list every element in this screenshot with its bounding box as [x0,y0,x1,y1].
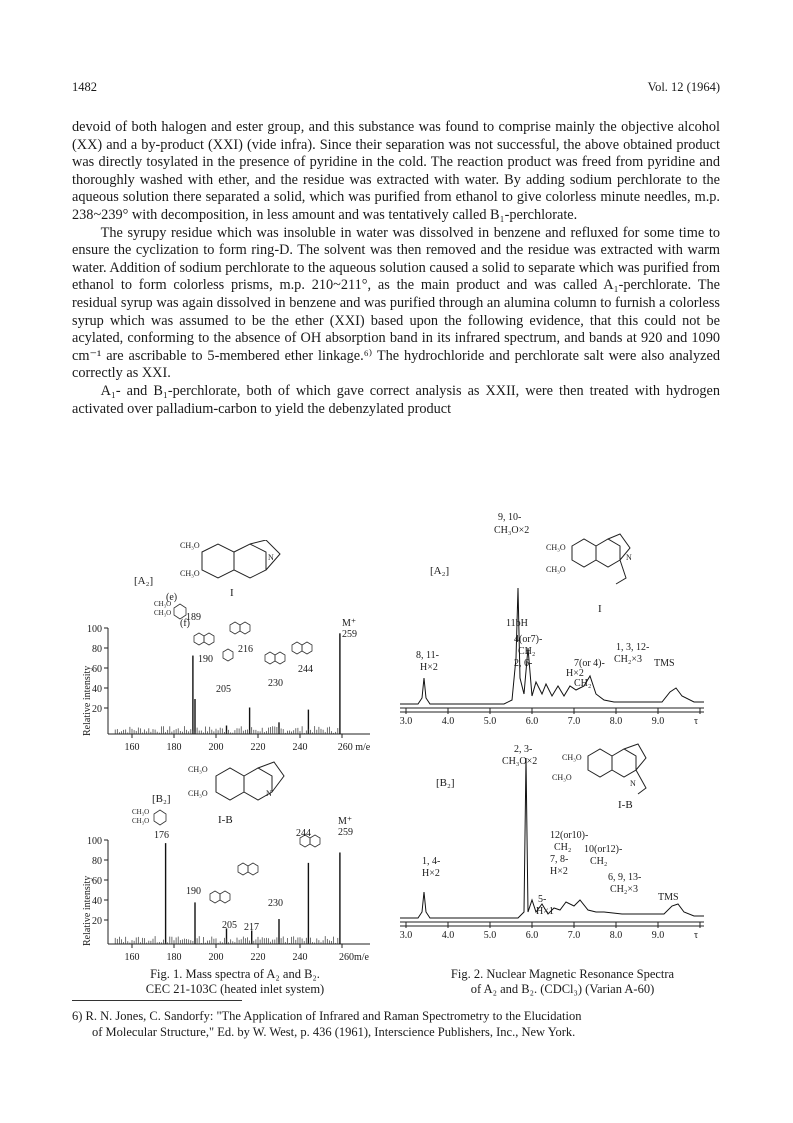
svg-text:N: N [266,789,272,798]
fig2-b-xtick-0: 3.0 [399,930,413,941]
fig1-a-ytick-100: 100 [87,624,102,635]
body-text [72,119,720,418]
svg-text:CH₃O: CH₃O [546,543,566,552]
fig1-a-xtick-240: 240 [292,742,308,753]
fig2-a-xtick-5: 8.0 [609,716,623,727]
fig2-a-xtick-1: 4.0 [441,716,455,727]
fig2-a-structure [572,534,630,584]
svg-text:CH₃O: CH₃O [132,817,150,825]
fig2-a-ann-9: 7(or 4)- [574,658,605,669]
fig1-b-compound: I-B [218,814,233,826]
fig2-b-ann-0: 2, 3- [514,744,533,755]
paragraph-3: A₁- and B₁-perchlorate, both of which gave correct analysis as XXII, were then treated with hydrogen activated over palladium-carbon to yield the debenzylated product [72,382,720,417]
fig1-b-xtick-260: 260m/e [339,952,369,963]
fig2-a-ann-13: TMS [654,658,675,669]
fig1-a-peak-label-259: M⁺ [342,618,357,629]
fig1-a-peak-label-189: 189 [186,612,201,623]
svg-text:CH₃O: CH₃O [154,600,172,608]
fig1-b-ylabel: Relative intensity [82,875,93,946]
footnote-rule [72,1000,242,1001]
fig1-caption-line2: CEC 21-103C (heated inlet system) [145,982,325,996]
fig2-b-structure [588,744,646,794]
figure-1-mass-spectra [70,540,390,980]
fig1-b-peak-label-230: 230 [268,898,283,909]
fig2-a-ann-5: 4(or7)- [514,634,543,645]
fig1-a-label: [A₂] [134,575,154,587]
fig1-b-xtick-240: 240 [292,952,308,963]
fig2-b-ann-9: H×2 [550,866,568,877]
fig2-a-ann-4: 11bH [506,618,528,629]
fig1-b-ytick-100: 100 [87,836,102,847]
fig2-a-compound: I [598,603,602,615]
fig2-a-ann-11: 1, 3, 12- [616,642,650,653]
fig1-a-peak-label-205: 205 [216,684,231,695]
fig2-a-xtick-4: 7.0 [567,716,581,727]
svg-text:CH₃O: CH₃O [132,808,150,816]
fig2-b-ann-13: H×1 [536,906,554,917]
svg-text:N: N [268,553,274,562]
fig1-a-xtick-260: 260 m/e [337,742,371,753]
svg-text:CH₃O: CH₃O [188,765,208,774]
fig2-b-compound: I-B [618,799,633,811]
fig1-b-xtick-220: 220 [250,952,266,963]
fig2-a-ann-1: CH₃O×2 [494,525,530,536]
fig2-a-ann-12: CH₂×3 [614,654,643,665]
svg-text:(e): (e) [166,592,178,603]
fig1-b-xtick-200: 200 [208,952,224,963]
fig2-b-xtick-1: 4.0 [441,930,455,941]
fig2-a-xtick-0: 3.0 [399,716,413,727]
volume-info: Vol. 12 (1964) [647,80,720,94]
fig2-b-xtick-4: 7.0 [567,930,581,941]
fig2-a-ann-10: CH₂ [574,678,592,689]
fig2-a-xtick-2: 5.0 [483,716,497,727]
svg-text:259: 259 [338,827,353,838]
fig1-a-peak-label-230: 230 [268,678,283,689]
fig2-a-ann-2: 8, 11- [416,650,439,661]
fig1-a-ytick-80: 80 [92,644,102,655]
figure-2-nmr-spectra [394,508,724,968]
fig1-b-xtick-160: 160 [124,952,140,963]
footnote [72,1008,722,1040]
svg-text:CH₃O: CH₃O [546,565,566,574]
fig2-b-ann-3: H×2 [422,868,440,879]
fig2-a-xtick-6: 9.0 [651,716,665,727]
fig1-b-peak-label-190: 190 [186,886,201,897]
fig2-b-ann-12: 5- [538,894,547,905]
fig2-b-ann-5: CH₂ [554,842,572,853]
fig1-b-ytick-40: 40 [92,896,102,907]
fig2-b-ann-14: TMS [658,892,679,903]
fig1-b-xtick-180: 180 [166,952,182,963]
page-number: 1482 [72,80,97,94]
footnote-line1: 6) R. N. Jones, C. Sandorfy: "The Application of Infrared and Raman Spectrometry to the Elucidation [72,1009,582,1023]
fig1-a-peak-label-244: 244 [298,664,313,675]
fig1-a-ytick-40: 40 [92,684,102,695]
svg-text:CH₃O: CH₃O [562,753,582,762]
fig2-a-ann-8: H×2 [566,668,584,679]
svg-text:CH₃O: CH₃O [180,569,200,578]
fig2-a-spectrum-trace [400,588,704,704]
fig1-b-ytick-20: 20 [92,916,102,927]
fig2-b-ann-2: 1, 4- [422,856,441,867]
page-header [72,80,720,95]
fig2-a-label: [A₂] [430,565,450,577]
fig2-caption-line2: of A₂ and B₂. (CDCl₃) (Varian A-60) [470,982,655,996]
fig1-b-ytick-80: 80 [92,856,102,867]
fig1-b-peak-label-217: 217 [244,922,259,933]
fig2-b-label: [B₂] [436,777,455,789]
svg-text:CH₃O: CH₃O [552,773,572,782]
fig2-b-xtick-5: 8.0 [609,930,623,941]
fig1-a-compound: I [230,587,234,599]
fig2-b-ann-1: CH₃O×2 [502,756,538,767]
fig2-b-xtick-6: 9.0 [651,930,665,941]
fig1-a-ytick-60: 60 [92,664,102,675]
fig2-b-xtick-2: 5.0 [483,930,497,941]
figure-2-caption [400,967,725,997]
fig1-b-axes [104,840,370,948]
fig2-b-xtick-3: 6.0 [525,930,539,941]
fig2-caption-line1: Fig. 2. Nuclear Magnetic Resonance Spectra [450,967,675,981]
fig1-a-ylabel: Relative intensity [82,665,93,736]
fig1-a-peak-label-190: 190 [198,654,213,665]
fig2-a-ann-0: 9, 10- [498,512,522,523]
svg-text:N: N [630,779,636,788]
fig2-b-ann-11: CH₂×3 [610,884,639,895]
fig1-b-peak-label-205: 205 [222,920,237,931]
paragraph-1: devoid of both halogen and ester group, and this substance was found to comprise mainly the objective alcohol (XX) and a by-product (XXI) (vide infra). Since their separation was not successful, the above obtained product was directly tosylated in the presence of pyridine in the cold. The reaction product was freed from pyridine and thoroughly washed with ether, and the residue was extracted with water. By adding sodium perchlorate to the aqueous solution there separated a solid, which was purified from ethanol to give colorless minute needles, m.p. 238~239° with decomposition, in less amount and was tentatively called B₁-perchlorate. [72,119,720,223]
fig2-a-xtick-3: 6.0 [525,716,539,727]
fig2-b-ann-10: 6, 9, 13- [608,872,642,883]
fig1-a-peak-label-216: 216 [238,644,253,655]
svg-text:259: 259 [342,629,357,640]
fig1-a-xtick-180: 180 [166,742,182,753]
fig2-b-ann-7: CH₂ [590,856,608,867]
svg-text:CH₃O: CH₃O [180,541,200,550]
svg-text:(f): (f) [180,618,190,629]
svg-text:N: N [626,553,632,562]
fig2-b-ann-8: 7, 8- [550,854,569,865]
fig1-caption-line1: Fig. 1. Mass spectra of A₂ and B₂. [150,967,320,981]
figure-1-caption [90,967,380,997]
fig2-b-ann-6: 10(or12)- [584,844,623,855]
svg-text:CH₃O: CH₃O [188,789,208,798]
fig2-a-ann-6: CH₂ [518,646,536,657]
fig2-a-ann-7: 2, 6- [514,658,533,669]
fig1-b-ytick-60: 60 [92,876,102,887]
fig1-a-xtick-160: 160 [124,742,140,753]
fig2-a-xtick-7: τ [693,716,699,727]
fig2-a-ann-3: H×2 [420,662,438,673]
fig1-b-peak-label-244: 244 [296,828,311,839]
fig2-b-ann-4: 12(or10)- [550,830,589,841]
fig1-a-xtick-200: 200 [208,742,224,753]
fig1-b-structure [216,762,284,800]
footnote-line2: of Molecular Structure," Ed. by W. West, p. 436 (1961), Interscience Publishers, Inc., New York. [92,1025,576,1039]
fig2-b-xtick-7: τ [693,930,699,941]
paragraph-2: The syrupy residue which was insoluble in water was dissolved in benzene and refluxed for some time to ensure the cyclization to form ring-D. The solvent was then removed and the residue was extracted with warm water. Addition of sodium perchlorate to the aqueous solution caused a solid to separate which was purified from ethanol to form colorless prisms, m.p. 210~211°, as the main product and was called A₁-perchlorate. The residual syrup was again dissolved in benzene and was purified through an alumina column to furnish a colorless syrup which was assumed to be the ether (XXI) based upon the following evidence, that this could not be acylated, conforming to the absence of OH absorption band in its infrared spectrum, and bands at 920 and 1090 cm⁻¹ are ascribable to 5-membered ether linkage.⁶⁾ The hydrochloride and perchlorate salt were also analyzed correctly as XXI. [72,224,720,382]
fig1-a-ytick-20: 20 [92,704,102,715]
svg-text:CH₃O: CH₃O [154,609,172,617]
fig1-b-peak-label-259: M⁺ [338,816,353,827]
fig1-b-label: [B₂] [152,793,171,805]
fig1-a-axes [104,628,370,738]
fig1-a-peaks [193,633,340,734]
fig1-b-peak-label-176: 176 [154,830,169,841]
fig1-a-xtick-220: 220 [250,742,266,753]
